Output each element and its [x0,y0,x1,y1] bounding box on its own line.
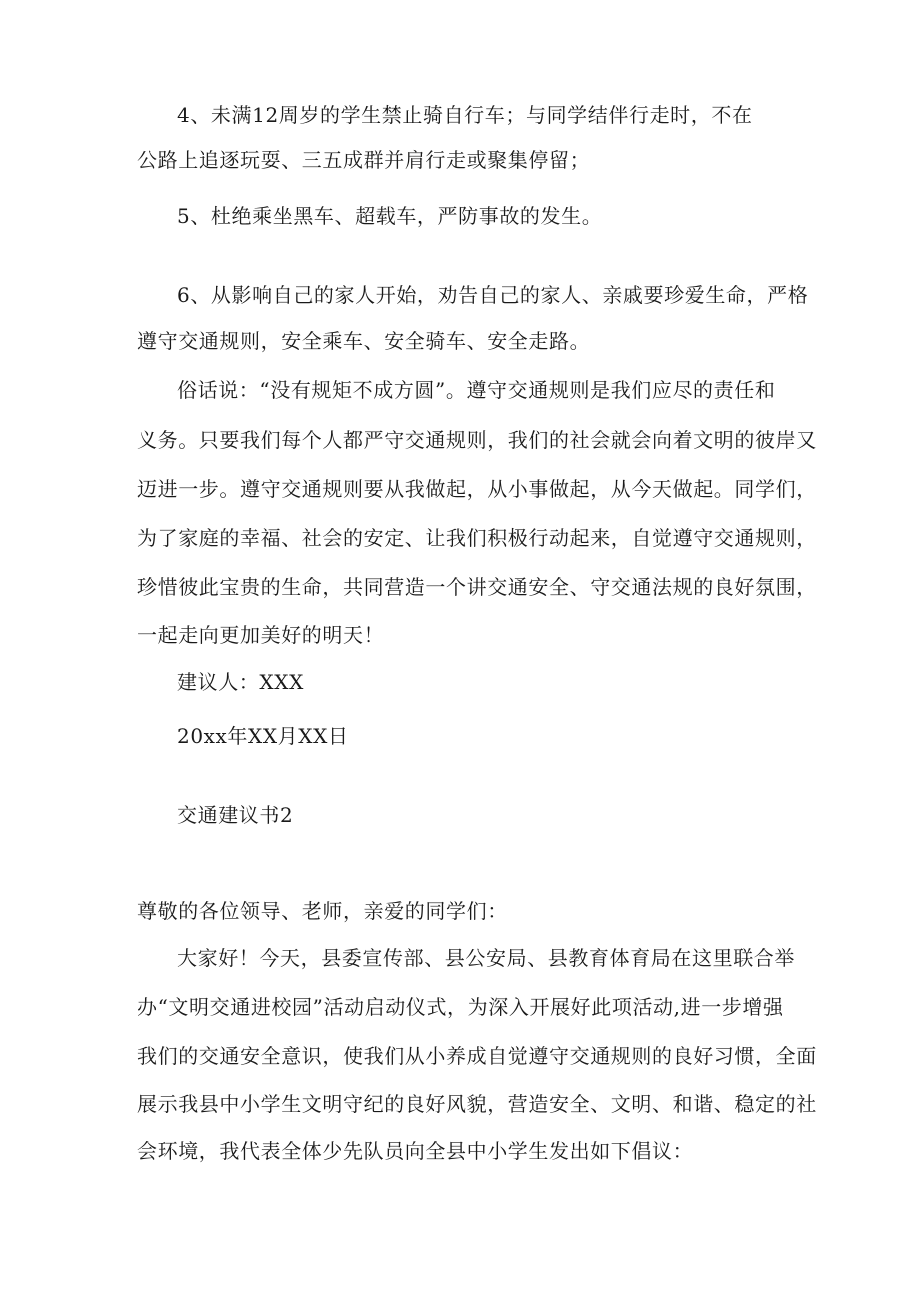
greeting-paragraph-line-4: 展示我县中小学生文明守纪的良好风貌，营造安全、文明、和谐、稳定的社 [137,1092,817,1116]
proverb-paragraph-line-3: 迈进一步。遵守交通规则要从我做起，从小事做起，从今天做起。同学们， [137,477,817,501]
salutation: 尊敬的各位领导、老师，亲爱的同学们： [137,899,508,923]
item-4-line-2: 公路上追逐玩耍、三五成群并肩行走或聚集停留； [137,148,591,172]
item-6-line-2: 遵守交通规则，安全乘车、安全骑车、安全走路。 [137,329,591,353]
section-title: 交通建议书2 [177,803,294,827]
proverb-paragraph-line-1: 俗话说：“没有规矩不成方圆”。遵守交通规则是我们应尽的责任和 [177,378,776,402]
item-6-line-1: 6、从影响自己的家人开始，劝告自己的家人、亲戚要珍爱生命，严格 [177,283,809,307]
date-line: 20xx年XX月XX日 [177,724,349,748]
greeting-paragraph-line-1: 大家好！今天，县委宣传部、县公安局、县教育体育局在这里联合举 [177,946,795,970]
greeting-paragraph-line-3: 我们的交通安全意识，使我们从小养成自觉遵守交通规则的良好习惯，全面 [137,1044,817,1068]
proverb-paragraph-line-4: 为了家庭的幸福、社会的安定、让我们积极行动起来，自觉遵守交通规则， [137,526,817,550]
greeting-paragraph-line-2: 办“文明交通进校园”活动启动仪式，为深入开展好此项活动,进一步增强 [137,995,784,1019]
item-4-line-1: 4、未满12周岁的学生禁止骑自行车；与同学结伴行走时，不在 [177,103,753,127]
proposer-line: 建议人：XXX [177,670,304,694]
proverb-paragraph-line-2: 义务。只要我们每个人都严守交通规则，我们的社会就会向着文明的彼岸又 [137,428,817,452]
proverb-paragraph-line-6: 一起走向更加美好的明天！ [137,623,385,647]
greeting-paragraph-line-5: 会环境，我代表全体少先队员向全县中小学生发出如下倡议： [137,1139,694,1163]
proverb-paragraph-line-5: 珍惜彼此宝贵的生命，共同营造一个讲交通安全、守交通法规的良好氛围， [137,575,817,599]
item-5-line: 5、杜绝乘坐黑车、超载车，严防事故的发生。 [177,204,603,228]
